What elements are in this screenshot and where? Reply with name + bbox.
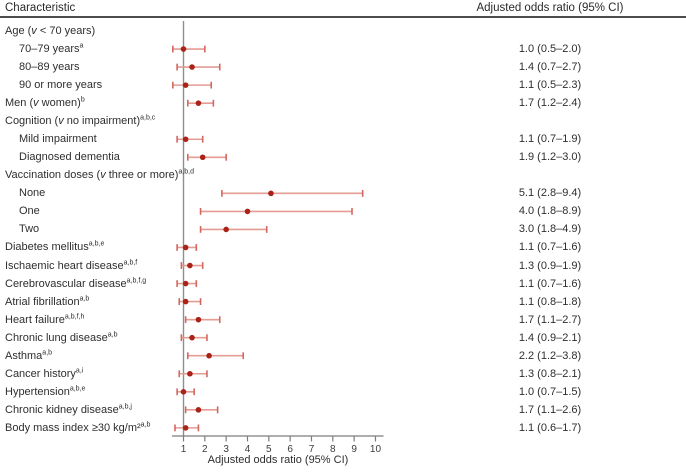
axis-tick-label: 1	[180, 444, 187, 455]
column-header-characteristic: Characteristic	[5, 2, 76, 14]
row-label: One	[19, 205, 40, 218]
estimate-dot	[183, 425, 189, 431]
estimate-dot	[181, 389, 187, 395]
estimate-dot	[196, 317, 202, 323]
row-ci-value: 1.4 (0.7–2.7)	[518, 61, 582, 74]
row-label: Diagnosed dementia	[19, 151, 120, 164]
group-row-label: Vaccination doses (v three or more)$^{a,b,d}$	[5, 168, 195, 182]
x-axis-title: Adjusted odds ratio (95% CI)	[207, 454, 349, 466]
row-label: Asthma$^{a,b}$	[5, 349, 53, 362]
axis-tick-label: 2	[202, 444, 208, 455]
row-ci-value: 1.0 (0.7–1.5)	[518, 385, 582, 398]
estimate-dot	[223, 227, 229, 233]
estimate-dot	[187, 263, 193, 269]
row-label: Cerebrovascular disease$^{a,b,f,g}$	[5, 276, 147, 290]
row-ci-value: 1.0 (0.5–2.0)	[518, 43, 582, 56]
estimate-dot	[189, 64, 195, 70]
row-ci-value	[462, 166, 638, 184]
estimate-dot	[268, 191, 274, 197]
row-label: Hypertension$^{a,b,e}$	[5, 385, 86, 398]
row-ci-value	[462, 22, 638, 40]
axis-tick-label: 3	[223, 444, 229, 455]
estimate-dot	[187, 371, 193, 377]
row-label: None	[19, 187, 46, 200]
row-label: Atrial fibrillation$^{a,b}$	[5, 294, 90, 308]
row-label: Two	[19, 223, 40, 236]
axis-tick-label: 6	[287, 444, 293, 455]
row-ci-value: 1.1 (0.7–1.6)	[518, 241, 582, 254]
row-ci-value: 1.1 (0.5–2.3)	[518, 79, 582, 92]
row-ci-value: 4.0 (1.8–8.9)	[518, 205, 582, 218]
row-label: Chronic lung disease$^{a,b}$	[5, 331, 118, 344]
row-ci-value: 1.7 (1.2–2.4)	[518, 97, 582, 110]
row-ci-value: 1.7 (1.1–2.6)	[518, 403, 582, 416]
group-row-label: Cognition (v no impairment)$^{a,b,c}$	[5, 114, 156, 128]
estimate-dot	[206, 353, 212, 359]
row-ci-value: 1.1 (0.8–1.8)	[518, 295, 582, 308]
estimate-dot	[183, 299, 189, 305]
row-ci-value: 5.1 (2.8–9.4)	[518, 187, 582, 200]
row-label: Ischaemic heart disease$^{a,b,f}$	[5, 258, 138, 272]
row-ci-value: 1.1 (0.6–1.7)	[518, 421, 582, 434]
row-label: 70–79 years$^a$	[19, 42, 84, 56]
row-ci-value: 1.4 (0.9–2.1)	[518, 331, 582, 344]
row-label: Cancer history$^{a,i}$	[5, 367, 84, 380]
axis-tick-label: 9	[351, 444, 357, 455]
row-ci-value: 3.0 (1.8–4.9)	[518, 223, 582, 236]
estimate-dot	[196, 407, 202, 413]
axis-tick-label: 8	[330, 444, 336, 455]
row-label: Mild impairment	[19, 133, 97, 146]
row-label: 80–89 years	[19, 61, 80, 74]
row-ci-value	[462, 112, 638, 130]
row-label: Chronic kidney disease$^{a,b,j}$	[5, 403, 132, 416]
estimate-dot	[183, 245, 189, 251]
estimate-dot	[183, 82, 189, 88]
group-row-label: Age (v < 70 years)	[5, 25, 96, 37]
column-header-adjusted-odds-ratio: Adjusted odds ratio (95% CI)	[476, 2, 624, 14]
axis-tick-label: 7	[308, 444, 315, 455]
row-label: Men (v women)$^b$	[5, 96, 85, 110]
estimate-dot	[245, 209, 251, 215]
row-ci-value: 1.1 (0.7–1.9)	[518, 133, 582, 146]
row-ci-value: 1.9 (1.2–3.0)	[518, 151, 582, 164]
estimate-dot	[181, 46, 187, 52]
row-label: Diabetes mellitus$^{a,b,e}$	[5, 240, 105, 254]
row-ci-value: 1.3 (0.9–1.9)	[518, 259, 582, 272]
row-ci-value: 2.2 (1.2–3.8)	[518, 349, 582, 362]
estimate-dot	[196, 100, 202, 106]
estimate-dot	[200, 154, 206, 160]
axis-tick-label: 4	[244, 444, 251, 455]
row-ci-value: 1.1 (0.7–1.6)	[518, 277, 582, 290]
row-ci-value: 1.3 (0.8–2.1)	[518, 367, 582, 380]
estimate-dot	[189, 335, 195, 341]
estimate-dot	[183, 136, 189, 142]
estimate-dot	[183, 281, 189, 287]
axis-tick-label: 5	[266, 444, 272, 455]
axis-tick-label: 10	[369, 444, 382, 455]
row-ci-value: 1.7 (1.1–2.7)	[518, 313, 582, 326]
row-label: Body mass index ≥30 kg/m²$^{a,b}$	[5, 421, 151, 434]
row-label: Heart failure$^{a,b,f,h}$	[5, 312, 85, 326]
row-label: 90 or more years	[19, 79, 103, 92]
